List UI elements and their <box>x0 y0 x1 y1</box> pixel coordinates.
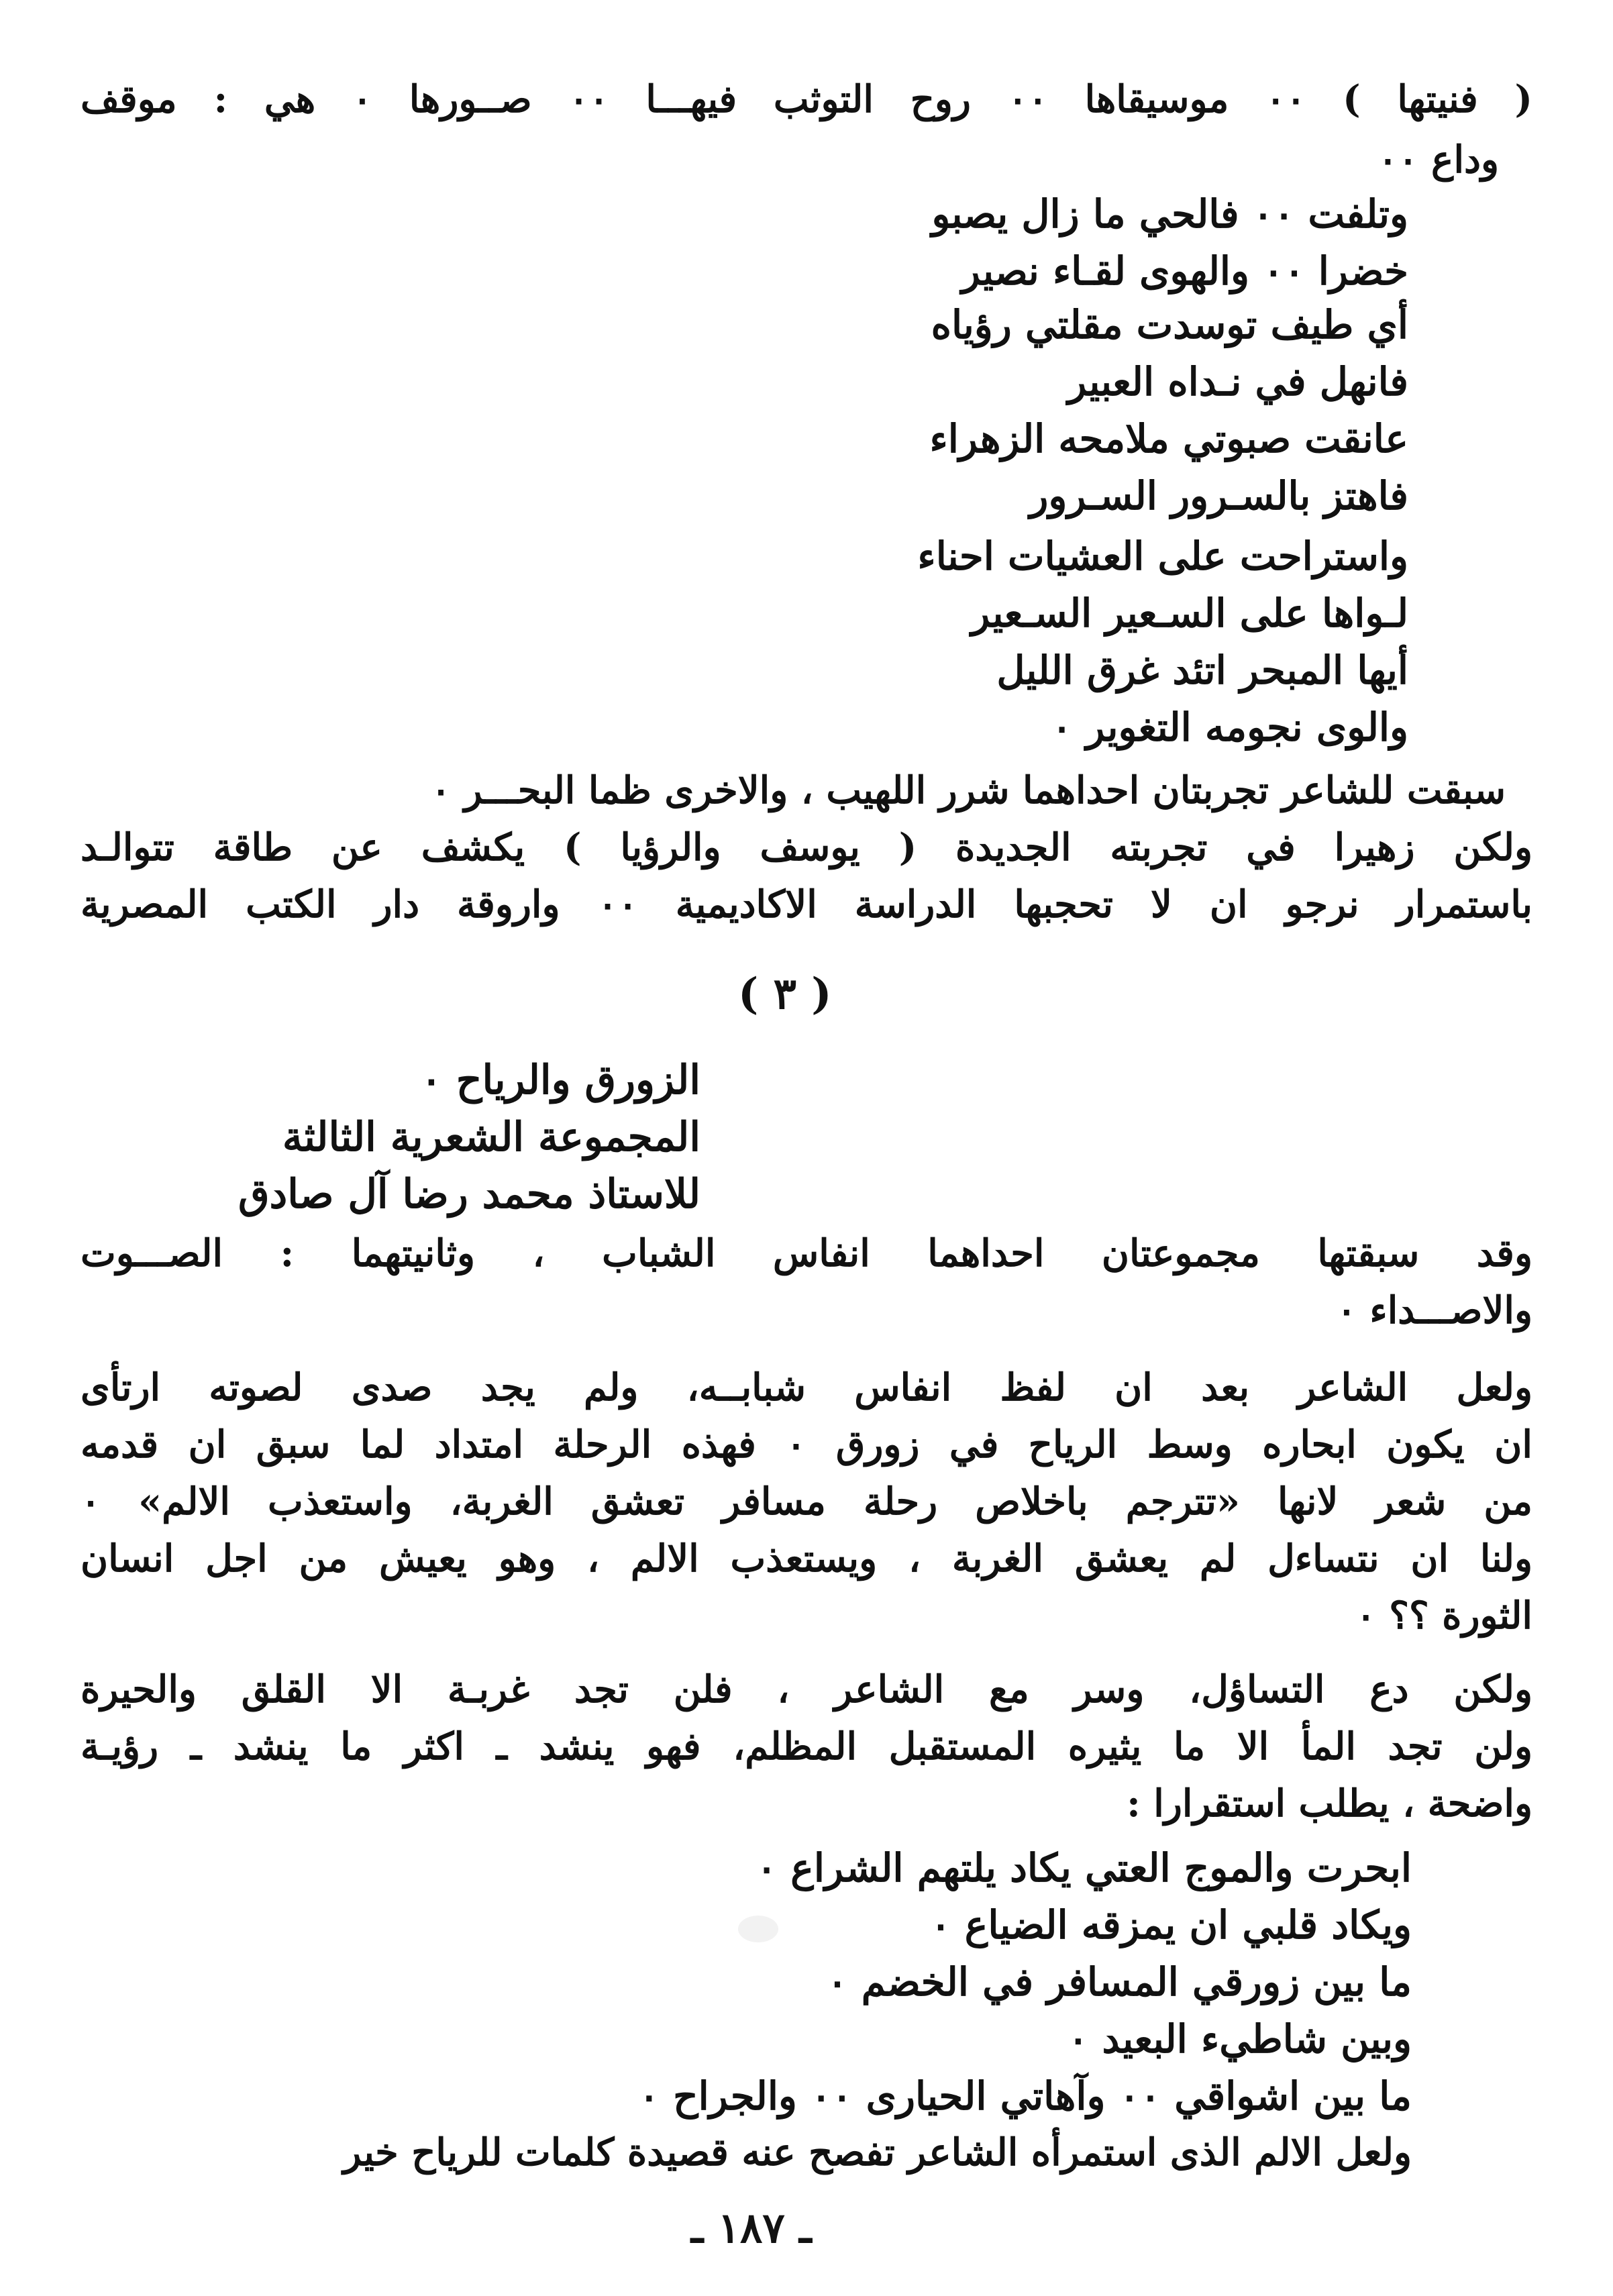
paragraph-line: سبقت للشاعر تجربتان احداهما شرر اللهيب ، والاخرى ظما البحـــر ٠ <box>431 768 1506 813</box>
poem-verse: ما بين اشواقي ٠٠ وآهاتي الحيارى ٠٠ والجراح ٠ <box>638 2073 1412 2119</box>
poem-verse: ويكاد قلبي ان يمزقه الضياع ٠ <box>930 1902 1412 1948</box>
paragraph-line: ولن تجد المأ الا ما يثيره المستقبل المظلم، فهو ينشد ـ اكثر ما ينشد ـ رؤيـة <box>81 1724 1533 1769</box>
poem-verse: عانقت صبوتي ملامحه الزهراء <box>929 416 1408 462</box>
paragraph-line: ان يكون ابحاره وسط الرياح في زورق ٠ فهذه الرحلة امتداد لما سبق ان قدمه <box>81 1422 1532 1467</box>
paragraph-line: ولكن زهيرا في تجربته الجديدة ( يوسف والرؤيا ) يكشف عن طاقة تتوالـد <box>81 825 1532 870</box>
paragraph-line: من شعر لانها «تترجم باخلاص رحلة مسافر تعشق الغربة، واستعذب الالم» ٠ <box>81 1479 1532 1524</box>
poem-verse: ما بين زورقي المسافر في الخضم ٠ <box>827 1959 1412 2005</box>
page-number: ـ ١٨٧ ـ <box>691 2203 812 2252</box>
section-number: ( ٣ ) <box>738 969 832 1019</box>
poem-verse: خضرا ٠٠ والهوى لقـاء نصير <box>961 248 1408 294</box>
paragraph-line: ولعل الشاعر بعد ان لفظ انفاس شبابــه، ولم يجد صدى لصوته ارتأى <box>81 1365 1532 1410</box>
poem-verse: أيها المبحر اتئد غرق الليل <box>996 647 1408 693</box>
paragraph-line: الثورة ؟؟ ٠ <box>1355 1594 1532 1638</box>
book-collection: المجموعة الشعرية الثالثة <box>282 1114 700 1161</box>
paragraph-line: ولنا ان نتساءل لم يعشق الغربة ، ويستعذب الالم ، وهو يعيش من اجل انسان <box>81 1536 1532 1581</box>
book-author: للاستاذ محمد رضا آل صادق <box>238 1171 700 1218</box>
book-title: الزورق والرياح ٠ <box>420 1057 700 1104</box>
paragraph-line: باستمرار نرجو ان لا تحجبها الدراسة الاكاديمية ٠٠ واروقة دار الكتب المصرية <box>81 882 1532 927</box>
intro-line: وداع ٠٠ <box>1377 138 1499 182</box>
poem-verse: والوى نجومه التغوير ٠ <box>1051 705 1408 750</box>
paragraph-line: وقد سبقتها مجموعتان احداهما انفاس الشباب ، وثانيتهما : الصـــوت <box>81 1231 1532 1275</box>
closing-line: ولعل الالم الذى استمرأه الشاعر تفصح عنه قصيدة كلمات للرياح خير <box>343 2130 1412 2175</box>
poem-verse: وتلفت ٠٠ فالحي ما زال يصبو <box>931 191 1408 237</box>
poem-verse: أي طيف توسدت مقلتي رؤياه <box>931 302 1408 348</box>
paragraph-line: والاصـــداء ٠ <box>1336 1288 1532 1333</box>
poem-verse: وبين شاطيء البعيد ٠ <box>1068 2016 1412 2062</box>
intro-line: ( فنيتها ) ٠٠ موسيقاها ٠٠ روح التوثب فيهـــا ٠٠ صــورها ٠ هي : موقف <box>81 77 1532 121</box>
poem-verse: لـواها على السـعير السـعير <box>971 590 1408 636</box>
paragraph-line: ولكن دع التساؤل، وسر مع الشاعر ، فلن تجد غربـة الا القلق والحيرة <box>81 1667 1532 1712</box>
paper-speck <box>738 1916 778 1942</box>
poem-verse: فاهتز بالسـرور السـرور <box>1029 473 1408 519</box>
poem-verse: فانهل في نـداه العبير <box>1068 359 1408 405</box>
poem-verse: ابحرت والموج العتي يكاد يلتهم الشراع ٠ <box>756 1845 1412 1891</box>
paragraph-line: واضحة ، يطلب استقرارا : <box>1127 1781 1532 1826</box>
poem-verse: واستراحت على العشيات احناء <box>917 533 1408 579</box>
